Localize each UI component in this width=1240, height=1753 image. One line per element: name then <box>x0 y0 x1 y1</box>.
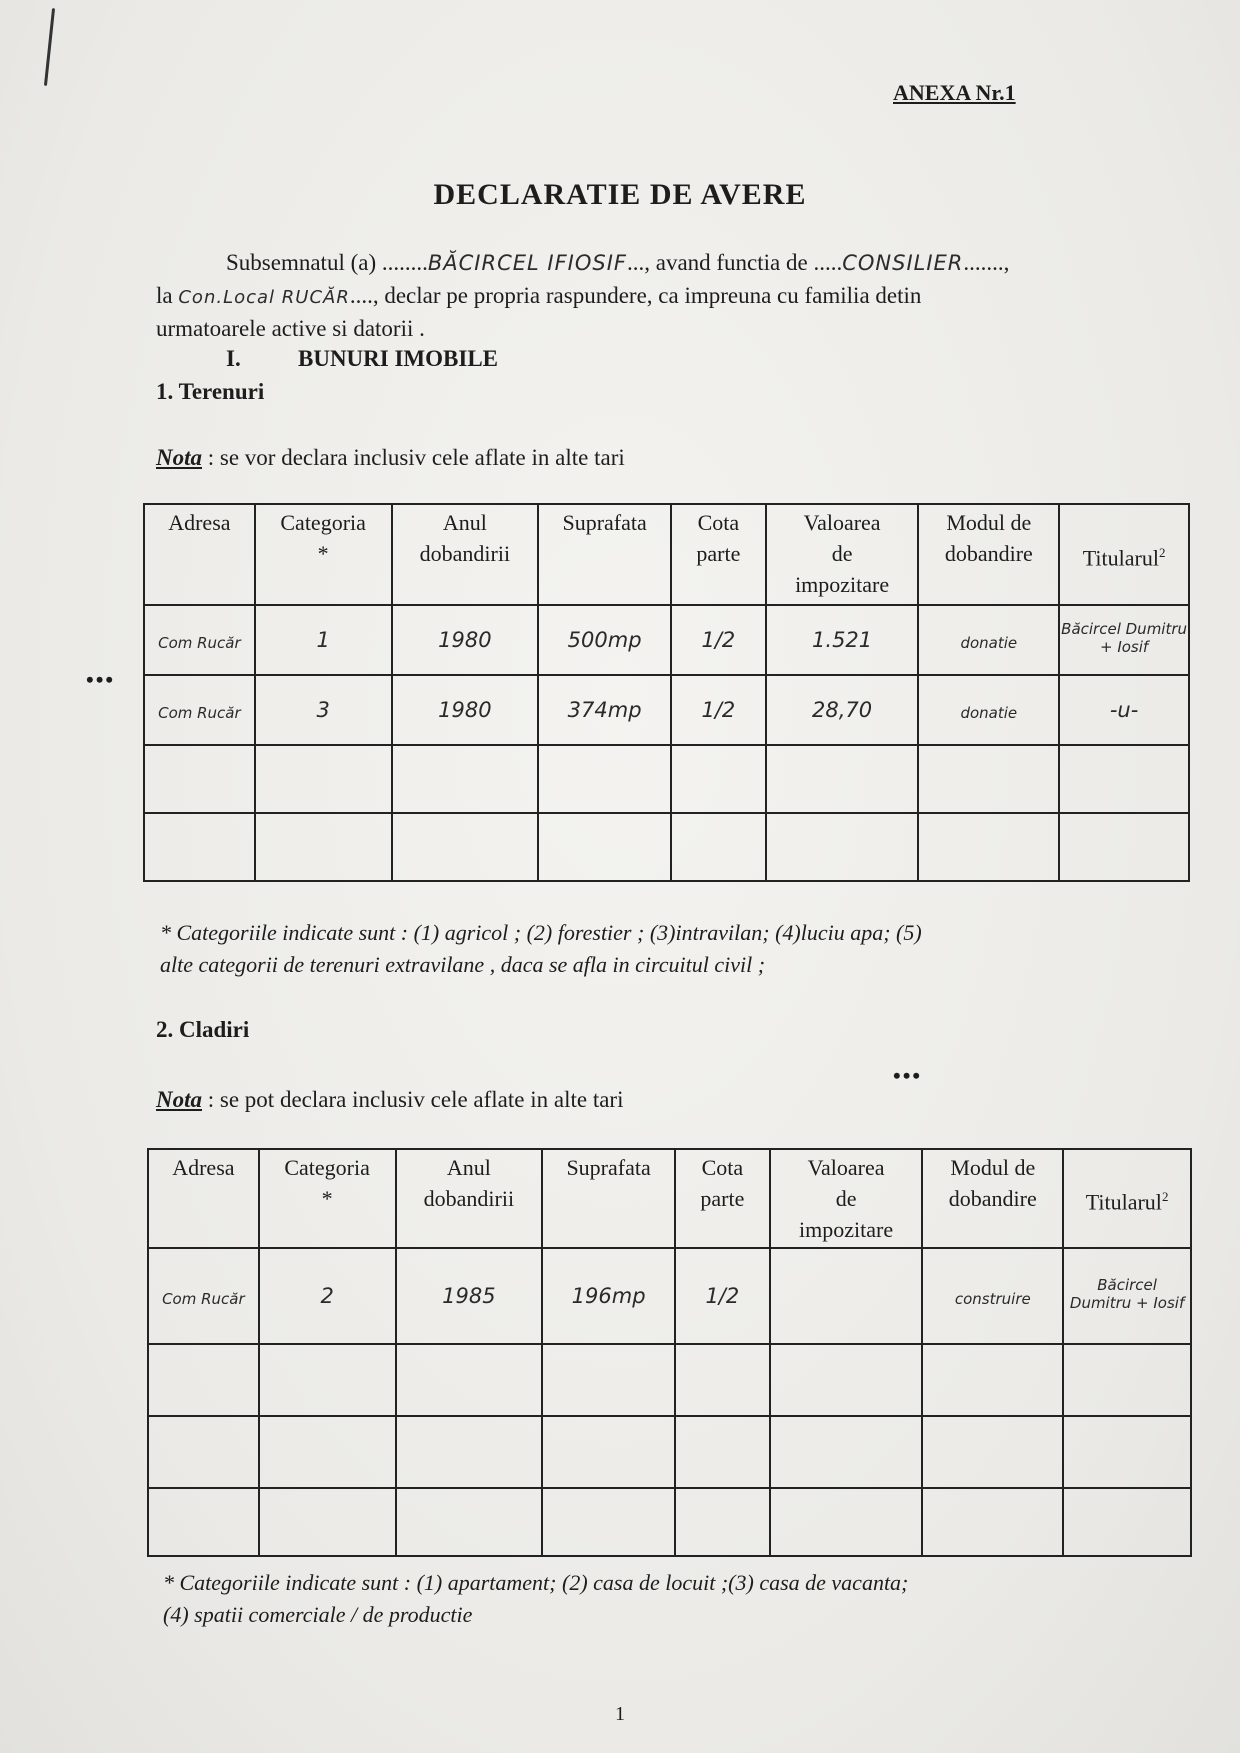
cladiri-footnote <box>163 1567 908 1631</box>
section-title: BUNURI IMOBILE <box>298 346 499 371</box>
cell-valoarea[interactable]: 28,70 <box>766 675 919 745</box>
cell-categoria[interactable] <box>259 1416 396 1488</box>
cell-adresa[interactable] <box>148 1344 259 1416</box>
cladiri-footnote-line-2: (4) spatii comerciale / de productie <box>163 1602 473 1627</box>
cell-categoria[interactable] <box>255 813 392 881</box>
cell-suprafata[interactable] <box>542 1344 675 1416</box>
cell-valoarea[interactable] <box>770 1248 923 1344</box>
terenuri-footnote-line-1: * Categoriile indicate sunt : (1) agricol ; (2) forestier ; (3)intravilan; (4)luciu apa; (5) <box>160 920 922 945</box>
intro-line-3: urmatoarele active si datorii . <box>156 316 425 341</box>
col-header-titularul: Titularul$^2$ <box>1063 1149 1191 1248</box>
cell-valoarea[interactable] <box>770 1488 923 1556</box>
terenuri-footnote-line-2: alte categorii de terenuri extravilane , daca se afla in circuitul civil ; <box>160 952 766 977</box>
cell-modul[interactable] <box>918 813 1059 881</box>
table-header-row <box>148 1149 1191 1248</box>
cell-anul[interactable]: 1980 <box>392 675 539 745</box>
cell-adresa[interactable]: Com Rucăr <box>144 675 255 745</box>
cell-adresa[interactable]: Com Rucăr <box>144 605 255 675</box>
cell-valoarea[interactable] <box>766 813 919 881</box>
declarant-name-field[interactable]: BĂCIRCEL IFIOSIF <box>427 251 627 275</box>
cell-adresa[interactable] <box>144 745 255 813</box>
cell-adresa[interactable]: Com Rucăr <box>148 1248 259 1344</box>
annex-label: ANEXA Nr.1 <box>893 80 1016 105</box>
cell-modul[interactable] <box>918 745 1059 813</box>
table-row <box>148 1344 1191 1416</box>
table-row <box>144 813 1189 881</box>
cladiri-heading: 2. Cladiri <box>156 1017 250 1042</box>
cell-suprafata[interactable] <box>542 1416 675 1488</box>
cell-anul[interactable] <box>396 1488 543 1556</box>
nota-text: : se pot declara inclusiv cele aflate in alte tari <box>202 1087 624 1112</box>
intro-line-1: Subsemnatul (a) ........BĂCIRCEL IFIOSIF..., avand functia de .....CONSILIER......., <box>226 250 1010 275</box>
cell-titularul[interactable]: Băcircel Dumitru + Iosif <box>1063 1248 1191 1344</box>
cell-cota[interactable]: 1/2 <box>675 1248 770 1344</box>
col-header-anul: Anul dobandirii <box>396 1149 543 1248</box>
cell-modul[interactable]: construire <box>922 1248 1063 1344</box>
cell-cota[interactable] <box>675 1488 770 1556</box>
col-header-modul: Modul de dobandire <box>922 1149 1063 1248</box>
cell-valoarea[interactable] <box>766 745 919 813</box>
cell-adresa[interactable] <box>148 1416 259 1488</box>
cell-adresa[interactable] <box>148 1488 259 1556</box>
cladiri-footnote-line-1: * Categoriile indicate sunt : (1) apartament; (2) casa de locuit ;(3) casa de vacanta; <box>163 1570 909 1595</box>
section-roman-numeral: I. <box>226 346 241 371</box>
col-header-adresa: Adresa <box>144 504 255 605</box>
cell-adresa[interactable] <box>144 813 255 881</box>
cell-cota[interactable] <box>671 813 766 881</box>
terenuri-footnote <box>160 917 922 981</box>
cell-suprafata[interactable]: 196mp <box>542 1248 675 1344</box>
page-number: 1 <box>615 1703 625 1725</box>
cell-categoria[interactable]: 3 <box>255 675 392 745</box>
cell-cota[interactable] <box>675 1344 770 1416</box>
table-row <box>148 1488 1191 1556</box>
function-label: , avand functia de <box>644 250 808 275</box>
cell-anul[interactable] <box>396 1416 543 1488</box>
cell-valoarea[interactable] <box>770 1344 923 1416</box>
table-row <box>148 1248 1191 1344</box>
col-header-modul: Modul de dobandire <box>918 504 1059 605</box>
cell-modul[interactable] <box>922 1344 1063 1416</box>
document-title: DECLARATIE DE AVERE <box>433 178 807 211</box>
nota-label: Nota <box>156 1087 202 1112</box>
col-header-valoarea: Valoarea de impozitare <box>766 504 919 605</box>
cell-titularul[interactable] <box>1063 1416 1191 1488</box>
cell-titularul[interactable]: Băcircel Dumitru + Iosif <box>1059 605 1189 675</box>
cladiri-table <box>147 1148 1192 1557</box>
col-header-categoria: Categoria * <box>255 504 392 605</box>
cell-anul[interactable] <box>392 813 539 881</box>
cell-suprafata[interactable]: 374mp <box>538 675 671 745</box>
cell-titularul[interactable] <box>1059 813 1189 881</box>
cell-cota[interactable] <box>671 745 766 813</box>
declar-text: , declar pe propria raspundere, ca impreuna cu familia detin <box>372 283 922 308</box>
cell-suprafata[interactable] <box>538 813 671 881</box>
cell-anul[interactable] <box>392 745 539 813</box>
cell-anul[interactable]: 1980 <box>392 605 539 675</box>
stray-dots-mark: ••• <box>86 667 116 692</box>
intro-line-2: la Con.Local RUCĂR...., declar pe propria raspundere, ca impreuna cu familia detin <box>156 283 922 308</box>
cell-valoarea[interactable]: 1.521 <box>766 605 919 675</box>
cell-suprafata[interactable] <box>542 1488 675 1556</box>
cell-modul[interactable] <box>922 1416 1063 1488</box>
cell-modul[interactable]: donatie <box>918 675 1059 745</box>
table-row <box>148 1416 1191 1488</box>
cell-categoria[interactable] <box>259 1344 396 1416</box>
col-header-adresa: Adresa <box>148 1149 259 1248</box>
terenuri-table <box>143 503 1190 882</box>
col-header-cota: Cota parte <box>675 1149 770 1248</box>
cell-anul[interactable] <box>396 1344 543 1416</box>
col-header-titularul: Titularul$^2$ <box>1059 504 1189 605</box>
col-header-categoria: Categoria * <box>259 1149 396 1248</box>
cell-anul[interactable]: 1985 <box>396 1248 543 1344</box>
col-header-suprafata: Suprafata <box>542 1149 675 1248</box>
col-header-cota: Cota parte <box>671 504 766 605</box>
cell-categoria[interactable]: 1 <box>255 605 392 675</box>
pen-stroke-mark <box>44 8 55 86</box>
table-row <box>144 745 1189 813</box>
cell-modul[interactable] <box>922 1488 1063 1556</box>
cell-cota[interactable]: 1/2 <box>671 605 766 675</box>
col-header-suprafata: Suprafata <box>538 504 671 605</box>
cell-categoria[interactable] <box>255 745 392 813</box>
cell-suprafata[interactable]: 500mp <box>538 605 671 675</box>
la-label: la <box>156 283 173 308</box>
cell-valoarea[interactable] <box>770 1416 923 1488</box>
cell-titularul[interactable] <box>1063 1344 1191 1416</box>
nota-label: Nota <box>156 445 202 470</box>
stray-dots-mark: ••• <box>893 1063 923 1088</box>
cell-cota[interactable]: 1/2 <box>671 675 766 745</box>
cell-categoria[interactable] <box>259 1488 396 1556</box>
terenuri-heading: 1. Terenuri <box>156 379 265 404</box>
cell-categoria[interactable]: 2 <box>259 1248 396 1344</box>
cell-titularul[interactable]: -u- <box>1059 675 1189 745</box>
table-header-row <box>144 504 1189 605</box>
location-field[interactable]: Con.Local RUCĂR <box>178 287 350 308</box>
function-field[interactable]: CONSILIER <box>842 251 964 275</box>
table-row <box>144 605 1189 675</box>
subsemnatul-label: Subsemnatul (a) <box>226 250 377 275</box>
cell-modul[interactable]: donatie <box>918 605 1059 675</box>
cell-cota[interactable] <box>675 1416 770 1488</box>
cell-suprafata[interactable] <box>538 745 671 813</box>
terenuri-nota <box>156 445 625 471</box>
col-header-valoarea: Valoarea de impozitare <box>770 1149 923 1248</box>
table-row <box>144 675 1189 745</box>
cell-titularul[interactable] <box>1059 745 1189 813</box>
cladiri-nota <box>156 1087 623 1113</box>
nota-text: : se vor declara inclusiv cele aflate in alte tari <box>202 445 625 470</box>
col-header-anul: Anul dobandirii <box>392 504 539 605</box>
cell-titularul[interactable] <box>1063 1488 1191 1556</box>
